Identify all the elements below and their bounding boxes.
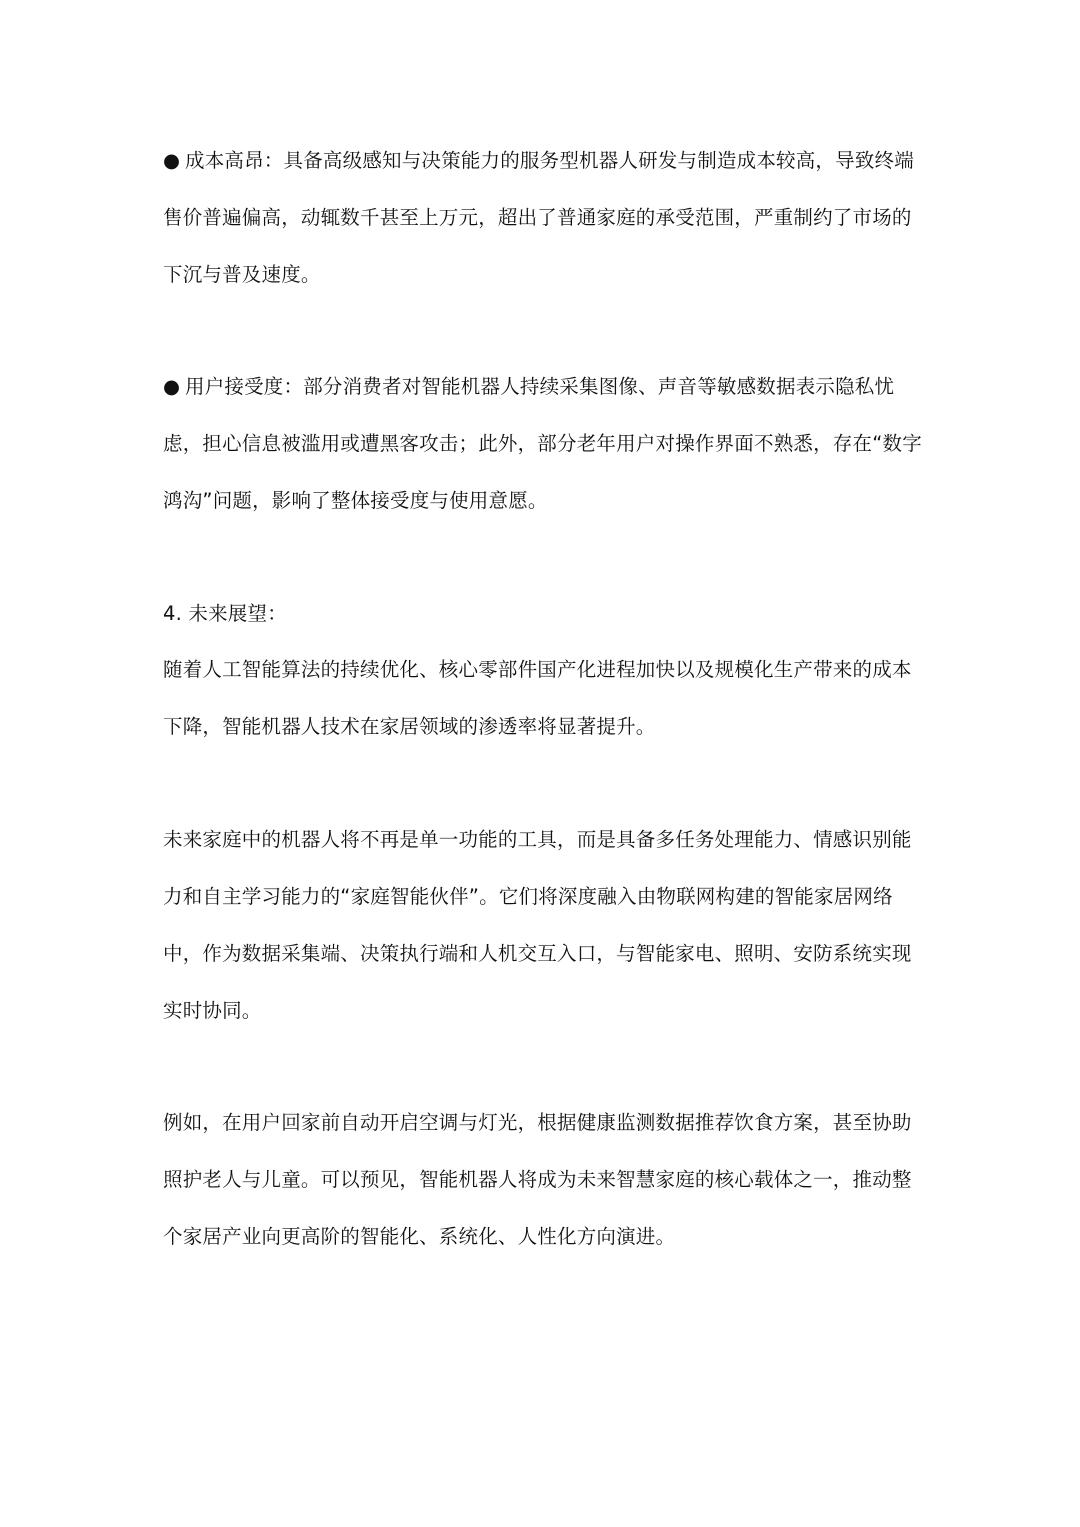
- bullet-text: 具备高级感知与决策能力的服务型机器人研发与制造成本较高，导致终端售价普遍偏高，动辄数千甚至上万元，超出了普通家庭的承受范围，严重制约了市场的下沉与普及速度。: [163, 149, 914, 286]
- section-intro: 随着人工智能算法的持续优化、核心零部件国产化进程加快以及规模化生产带来的成本下降，智能机器人技术在家居领域的渗透率将显著提升。: [163, 658, 912, 738]
- bullet-dot-icon: ●: [163, 149, 181, 172]
- section-heading: 4. 未来展望：: [163, 602, 287, 625]
- bullet-label: 用户接受度：: [185, 375, 304, 398]
- bullet-label: 成本高昂：: [185, 149, 284, 172]
- bullet-acceptance: [163, 358, 923, 529]
- bullet-dot-icon: ●: [163, 375, 181, 398]
- bullet-cost: [163, 132, 923, 303]
- bullet-text: 部分消费者对智能机器人持续采集图像、声音等敏感数据表示隐私忧虑，担心信息被滥用或遭黑客攻击；此外，部分老年用户对操作界面不熟悉，存在“数字鸿沟”问题，影响了整体接受度与使用意愿。: [163, 375, 922, 512]
- paragraph-future-family: 未来家庭中的机器人将不再是单一功能的工具，而是具备多任务处理能力、情感识别能力和自主学习能力的“家庭智能伙伴”。它们将深度融入由物联网构建的智能家居网络中，作为数据采集端、决策执行端和人机交互入口，与智能家电、照明、安防系统实现实时协同。: [163, 828, 912, 1022]
- paragraph-example: 例如，在用户回家前自动开启空调与灯光，根据健康监测数据推荐饮食方案，甚至协助照护老人与儿童。可以预见，智能机器人将成为未来智慧家庭的核心载体之一，推动整个家居产业向更高阶的智能化、系统化、人性化方向演进。: [163, 1111, 912, 1248]
